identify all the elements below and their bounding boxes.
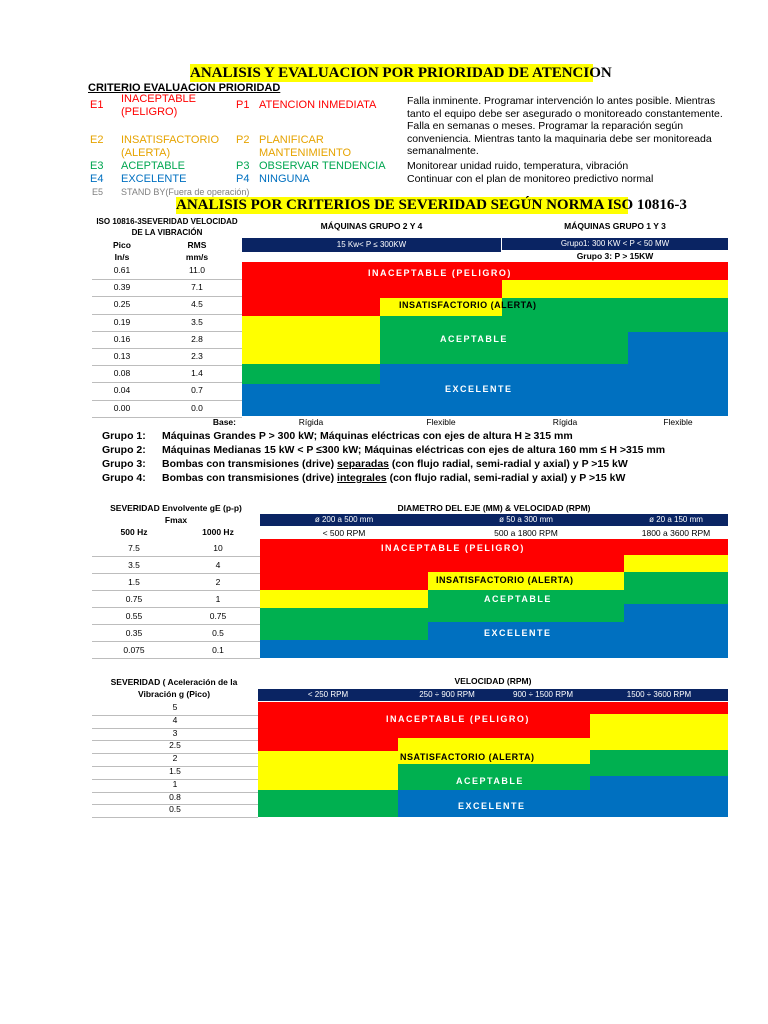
iso-zone-label-aceptable: ACEPTABLE xyxy=(440,334,508,344)
legend-e2-code: E2 xyxy=(90,134,104,146)
acc-zone-cell xyxy=(258,804,398,817)
iso-zone-label-insatisfactorio: INSATISFACTORIO (ALERTA) xyxy=(399,300,537,310)
ge-zone-cell xyxy=(260,640,428,658)
acc-speed-1: < 250 RPM xyxy=(258,689,398,701)
description-p2: Falla en semanas o meses. Programar la reparación según conveniencia. Mientras tanto la maquinaria debe ser monitoreada semanalmente. xyxy=(407,120,712,157)
ge-zone-cell xyxy=(624,572,728,604)
group-3-key: Grupo 3: xyxy=(102,458,146,470)
ge-row-500hz: 3.5 xyxy=(128,560,140,570)
ge-zone-label-excelente: EXCELENTE xyxy=(484,628,552,638)
legend-e3-code: E3 xyxy=(90,160,104,172)
ge-rpm-3: 1800 a 3600 RPM xyxy=(641,528,711,538)
iso-zone-cell xyxy=(502,280,628,298)
acc-zone-cell xyxy=(258,764,398,790)
acc-zone-cell xyxy=(258,702,398,751)
ge-zone-cell xyxy=(624,555,728,572)
acc-header-left: SEVERIDAD ( Aceleración de la Vibración g (Pico) xyxy=(110,677,238,699)
iso-base-label: Base: xyxy=(212,417,236,427)
row-divider xyxy=(92,348,242,349)
acc-zone-cell xyxy=(590,776,728,817)
acc-zone-label-inaceptable: INACEPTABLE (PELIGRO) xyxy=(386,714,530,724)
group-4-text: Bombas con transmisiones (drive) integrales (con flujo radial, semi-radial y axial) y P >15 kW xyxy=(162,472,626,484)
ge-row-1000hz: 0.5 xyxy=(212,628,224,638)
legend-p4-label: NINGUNA xyxy=(259,173,310,185)
iso-zone-cell xyxy=(502,262,628,280)
iso-row-rms: 2.8 xyxy=(191,333,203,344)
row-divider xyxy=(92,624,260,625)
acc-zone-label-aceptable: ACEPTABLE xyxy=(456,776,524,786)
acc-zone-cell xyxy=(590,750,728,776)
acc-row-g: 2.5 xyxy=(169,740,181,751)
iso-base-2: Flexible xyxy=(426,417,456,427)
row-divider xyxy=(92,365,242,366)
ge-1000hz: 1000 Hz xyxy=(202,527,234,537)
legend-e1-code: E1 xyxy=(90,99,104,111)
ge-zone-label-aceptable: ACEPTABLE xyxy=(484,594,552,604)
legend-p4-code: P4 xyxy=(236,173,250,185)
ge-row-1000hz: 0.1 xyxy=(212,645,224,655)
ge-rpm-1: < 500 RPM xyxy=(322,528,366,538)
acc-row-g: 1 xyxy=(172,778,178,789)
ge-header-left: SEVERIDAD Envolvente gE (p-p) xyxy=(110,503,242,513)
ge-row-500hz: 0.35 xyxy=(125,628,143,638)
ge-diam-1: ø 200 a 500 mm xyxy=(260,514,428,526)
iso-bar-group24: 15 Kw< P ≤ 300KW xyxy=(242,238,501,252)
iso-row-pico: 0.19 xyxy=(113,316,131,327)
acc-zone-label-excelente: EXCELENTE xyxy=(458,801,526,811)
row-divider xyxy=(92,556,260,557)
iso-row-rms: 0.0 xyxy=(191,402,203,413)
iso-zone-cell xyxy=(628,262,728,280)
ge-row-1000hz: 0.75 xyxy=(209,611,227,621)
legend-p1-label: ATENCION INMEDIATA xyxy=(259,99,377,111)
acc-row-g: 0.5 xyxy=(169,804,181,815)
iso-row-pico: 0.00 xyxy=(113,402,131,413)
iso-unit-pico: In/s xyxy=(114,252,130,262)
iso-col-rms: RMS xyxy=(187,240,207,250)
legend-p3-label: OBSERVAR TENDENCIA xyxy=(259,160,386,172)
acc-row-g: 5 xyxy=(172,702,178,712)
group-1-text: Máquinas Grandes P > 300 kW; Máquinas eléctricas con ejes de altura H ≥ 315 mm xyxy=(162,430,573,442)
iso-zone-label-excelente: EXCELENTE xyxy=(445,384,513,394)
row-divider xyxy=(92,400,242,401)
iso-row-pico: 0.25 xyxy=(113,299,131,310)
iso-zone-cell xyxy=(628,280,728,298)
acc-row-g: 0.8 xyxy=(169,791,181,802)
ge-zone-cell xyxy=(260,590,428,608)
iso-base-4: Flexible xyxy=(663,417,693,427)
iso-row-pico: 0.13 xyxy=(113,351,131,361)
iso-zone-cell xyxy=(242,316,380,364)
acc-speed-2: 250 ÷ 900 RPM xyxy=(398,689,496,701)
ge-row-1000hz: 10 xyxy=(213,543,223,553)
row-divider xyxy=(92,296,242,297)
acc-speed-3: 900 ÷ 1500 RPM xyxy=(496,689,590,701)
ge-row-500hz: 7.5 xyxy=(128,543,140,553)
legend-e4-code: E4 xyxy=(90,173,104,185)
iso-row-rms: 2.3 xyxy=(191,351,203,361)
row-divider xyxy=(92,573,260,574)
ge-zone-cell xyxy=(260,608,428,640)
group-2-key: Grupo 2: xyxy=(102,444,146,456)
row-divider xyxy=(92,382,242,383)
ge-row-1000hz: 2 xyxy=(215,577,221,587)
ge-row-1000hz: 1 xyxy=(215,594,221,604)
iso-col-pico: Pico xyxy=(113,240,131,250)
ge-diam-3: ø 20 a 150 mm xyxy=(624,514,728,526)
description-p3: Monitorear unidad ruido, temperatura, vibración xyxy=(407,160,629,172)
main-title: ANALISIS Y EVALUACION POR PRIORIDAD DE ATENCION xyxy=(190,65,612,81)
ge-diam-2: ø 50 a 300 mm xyxy=(428,514,624,526)
iso-zone-cell xyxy=(502,364,628,416)
acc-zone-cell xyxy=(258,751,398,764)
iso-row-pico: 0.61 xyxy=(113,265,131,275)
row-divider xyxy=(92,607,260,608)
row-divider xyxy=(92,590,260,591)
iso-row-pico: 0.16 xyxy=(113,333,131,344)
iso-bar-group13: Grupo1: 300 KW < P < 50 MW xyxy=(502,238,728,250)
iso-zone-cell xyxy=(242,364,380,384)
group-4-key: Grupo 4: xyxy=(102,472,146,484)
group-3-text: Bombas con transmisiones (drive) separadas (con flujo radial, semi-radial y axial) y P >15 kW xyxy=(162,458,628,470)
acc-row-g: 1.5 xyxy=(169,766,181,776)
iso-title: ANALISIS POR CRITERIOS DE SEVERIDAD SEGÚN NORMA ISO 10816-3 xyxy=(176,197,687,213)
iso-zone-cell xyxy=(628,332,728,416)
acc-speed-4: 1500 ÷ 3600 RPM xyxy=(590,689,728,701)
iso-row-pico: 0.39 xyxy=(113,282,131,293)
ge-zone-label-insatisfactorio: INSATISFACTORIO (ALERTA) xyxy=(436,575,574,585)
ge-500hz: 500 Hz xyxy=(120,527,148,537)
row-divider xyxy=(92,817,258,818)
legend-e5-label: STAND BY(Fuera de operación) xyxy=(121,187,250,197)
ge-fmax: Fmax xyxy=(164,515,188,525)
criteria-heading: CRITERIO EVALUACION PRIORIDAD xyxy=(88,82,281,94)
iso-row-rms: 4.5 xyxy=(191,299,203,310)
iso-row-pico: 0.08 xyxy=(113,368,131,379)
legend-e4-label: EXCELENTE xyxy=(121,173,187,185)
legend-e2-label: INSATISFACTORIO (ALERTA) xyxy=(121,134,219,159)
acc-row-g: 4 xyxy=(172,714,178,725)
ge-zone-cell xyxy=(624,604,728,658)
iso-row-rms: 11.0 xyxy=(189,265,205,275)
iso-header-left: ISO 10816-3SEVERIDAD VELOCIDAD DE LA VIBRACIÓN xyxy=(96,217,238,237)
iso-zone-cell xyxy=(242,298,380,316)
legend-p1-code: P1 xyxy=(236,99,250,111)
row-divider xyxy=(92,279,242,280)
iso-sub-group3: Grupo 3: P > 15KW xyxy=(576,251,654,261)
iso-row-rms: 7.1 xyxy=(191,282,203,293)
ge-zone-label-inaceptable: INACEPTABLE (PELIGRO) xyxy=(381,543,525,553)
acc-header-right: VELOCIDAD (RPM) xyxy=(454,676,532,686)
ge-row-1000hz: 4 xyxy=(215,560,221,570)
acc-zone-label-insatisfactorio: NSATISFACTORIO (ALERTA) xyxy=(400,752,535,762)
acc-zone-cell xyxy=(590,702,728,714)
legend-p3-code: P3 xyxy=(236,160,250,172)
legend-p2-label: PLANIFICAR MANTENIMIENTO xyxy=(259,134,352,159)
iso-zone-cell xyxy=(628,298,728,332)
iso-row-rms: 1.4 xyxy=(191,368,203,379)
acc-zone-cell xyxy=(258,790,398,804)
group-1-key: Grupo 1: xyxy=(102,430,146,442)
row-divider xyxy=(92,331,242,332)
group-2-text: Máquinas Medianas 15 kW < P ≤300 kW; Máquinas eléctricas con ejes de altura 160 mm ≤ H >315 mm xyxy=(162,444,666,456)
iso-zone-cell xyxy=(242,384,380,416)
ge-header-right: DIAMETRO DEL EJE (MM) & VELOCIDAD (RPM) xyxy=(397,503,591,513)
ge-zone-cell xyxy=(624,539,728,555)
legend-e5-code: E5 xyxy=(92,187,104,197)
legend-e1-label: INACEPTABLE (PELIGRO) xyxy=(121,93,196,118)
iso-zone-label-inaceptable: INACEPTABLE (PELIGRO) xyxy=(368,268,512,278)
iso-unit-rms: mm/s xyxy=(185,252,209,262)
acc-zone-cell xyxy=(590,714,728,750)
description-p1: Falla inminente. Programar intervención lo antes posible. Mientras tanto el equipo debe ser asegurado o monitoreado constantemente. xyxy=(407,95,723,120)
iso-row-rms: 3.5 xyxy=(191,316,203,327)
iso-row-pico: 0.04 xyxy=(113,385,131,396)
ge-row-500hz: 1.5 xyxy=(128,577,140,587)
acc-row-g: 3 xyxy=(172,727,178,738)
legend-e3-label: ACEPTABLE xyxy=(121,160,185,172)
ge-row-500hz: 0.55 xyxy=(125,611,143,621)
ge-row-500hz: 0.75 xyxy=(125,594,143,604)
iso-header-group13: MÁQUINAS GRUPO 1 Y 3 xyxy=(564,221,666,231)
iso-base-3: Rígida xyxy=(552,417,578,427)
acc-row-g: 2 xyxy=(172,753,178,764)
iso-header-group24: MÁQUINAS GRUPO 2 Y 4 xyxy=(320,221,423,231)
ge-rpm-2: 500 a 1800 RPM xyxy=(494,528,558,538)
row-divider xyxy=(92,314,242,315)
row-divider xyxy=(92,641,260,642)
iso-zone-cell xyxy=(242,262,380,298)
row-divider xyxy=(92,658,260,659)
legend-p2-code: P2 xyxy=(236,134,250,146)
ge-row-500hz: 0.075 xyxy=(123,645,145,655)
iso-row-rms: 0.7 xyxy=(191,385,203,396)
description-p4: Continuar con el plan de monitoreo predictivo normal xyxy=(407,173,654,185)
iso-base-1: Rígida xyxy=(298,417,324,427)
